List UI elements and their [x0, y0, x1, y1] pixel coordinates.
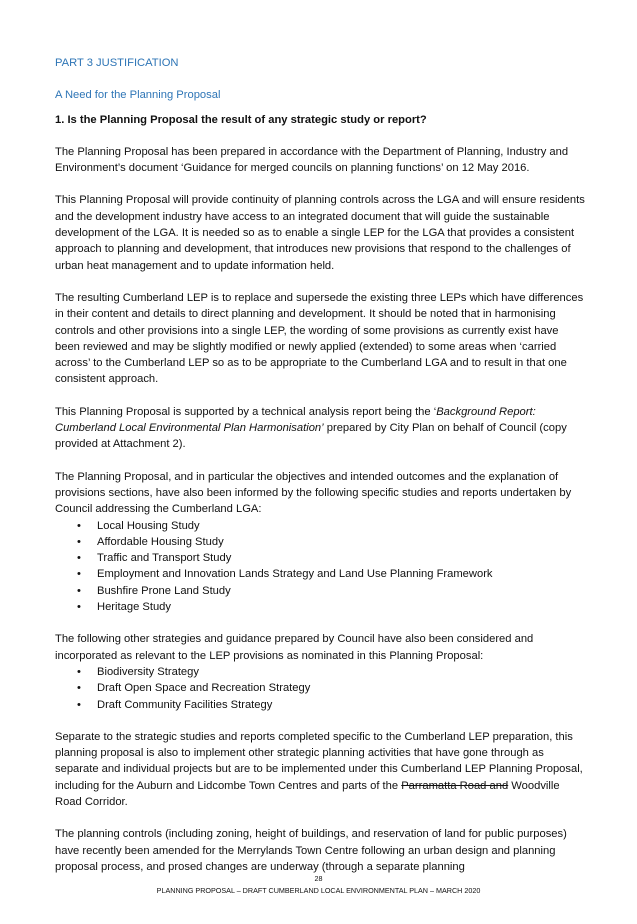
list-item: • Heritage Study [55, 599, 585, 615]
list-item: • Draft Open Space and Recreation Strategy [55, 680, 585, 696]
studies-list [55, 518, 585, 616]
list-item: • Affordable Housing Study [55, 534, 585, 550]
page-number: 28 [314, 874, 323, 883]
bullet-icon: • [77, 584, 81, 597]
background-report-title: Background Report: Cumberland Local Environmental Plan Harmonisation’ [55, 405, 536, 435]
paragraph-merrylands: The planning controls (including zoning, height of buildings, and reservation of land for public purposes) have recently been amended for the Merrylands Town Centre following an urban design and planning proposal process, and prosed changes are underway (through a separate planning [55, 828, 567, 873]
bullet-icon: • [77, 682, 81, 695]
bullet-icon: • [77, 519, 81, 532]
bullet-icon: • [77, 698, 81, 711]
question-heading: 1. Is the Planning Proposal the result of any strategic study or report? [55, 113, 427, 126]
background-report-text-start: This Planning Proposal is supported by a technical analysis report being the ‘ [55, 405, 437, 418]
background-report-text-end: prepared by City Plan on behalf of Council (copy provided at Attachment 2). [55, 422, 567, 451]
separate-projects-text-start: Separate to the strategic studies and reports completed specific to the Cumberland LEP preparation, this planning proposal is also to implement other strategic planning activities that have gone through as separate and individual projects but are to be implemented under this Cumberland LEP Planning Proposal, including for the Auburn and Lidcombe Town Centres and parts of the [55, 730, 583, 792]
list-item: • Employment and Innovation Lands Strategy and Land Use Planning Framework [55, 566, 585, 582]
struck-text: Parramatta Road and [401, 779, 509, 792]
paragraph-separate-projects [55, 729, 585, 810]
list-item: • Biodiversity Strategy [55, 664, 585, 680]
subsection-title: A Need for the Planning Proposal [55, 89, 221, 102]
paragraph-resulting-lep: The resulting Cumberland LEP is to replace and supersede the existing three LEPs which have differences in their content and details to direct planning and development. It should be noted that in harmonising controls and other provisions into a single LEP, the wording of some provisions as currently exist have been reviewed and may be slightly modified or newly applied (extended) to some areas when ‘carried across’ to the Cumberland LEP so as to be appropriate to the Cumberland LGA and to result in that one consistent approach. [55, 291, 584, 386]
separate-projects-text-end: Woodville Road Corridor. [55, 779, 560, 808]
bullet-icon: • [77, 665, 81, 678]
bullet-icon: • [77, 568, 81, 581]
list-item: • Local Housing Study [55, 518, 585, 534]
strategies-list [55, 664, 585, 713]
paragraph-background-report [55, 404, 585, 453]
list-item: • Traffic and Transport Study [55, 550, 585, 566]
list-item: • Bushfire Prone Land Study [55, 583, 585, 599]
footer-title: PLANNING PROPOSAL – DRAFT CUMBERLAND LOCAL ENVIRONMENTAL PLAN – MARCH 2020 [156, 886, 481, 895]
bullet-icon: • [77, 535, 81, 548]
page-content [55, 55, 585, 891]
section-title: PART 3 JUSTIFICATION [55, 57, 179, 69]
paragraph-strategies-intro: The following other strategies and guidance prepared by Council have also been considered and incorporated as relevant to the LEP provisions as nominated in this Planning Proposal: [55, 633, 534, 662]
bullet-icon: • [77, 552, 81, 565]
list-item: • Draft Community Facilities Strategy [55, 697, 585, 713]
bullet-icon: • [77, 601, 81, 614]
paragraph-studies-intro: The Planning Proposal, and in particular the objectives and intended outcomes and the explanation of provisions sections, have also been informed by the following specific studies and reports undertaken by Council addressing the Cumberland LGA: [55, 470, 572, 516]
paragraph-continuity: This Planning Proposal will provide continuity of planning controls across the LGA and will ensure residents and the development industry have access to an integrated document that will guide the sustainable development of the LGA. It is needed so as to enable a single LEP for the LGA that provides a consistent approach to planning and development, that introduces new provisions that respond to the challenges of urban heat management and to update information held. [55, 194, 585, 272]
paragraph-guidance: The Planning Proposal has been prepared in accordance with the Department of Planning, Industry and Environment’s document ‘Guidance for merged councils on planning functions’ on 12 May 2016. [55, 145, 569, 175]
